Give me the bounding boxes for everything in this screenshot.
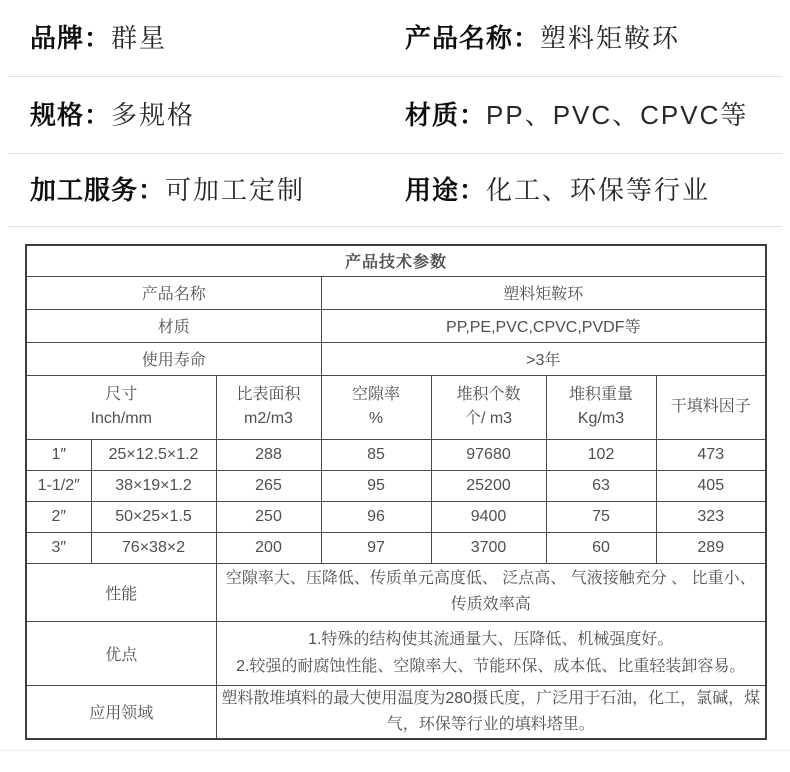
header-size-line2: Inch/mm [90, 410, 152, 427]
attr-brand-value: 群星 [111, 23, 168, 53]
header-size [26, 375, 216, 439]
info-row-lifespan [26, 342, 766, 375]
header-surface-line2: m2/m3 [244, 410, 293, 427]
attr-processing-label: 加工服务： [30, 175, 166, 205]
attr-processing-value: 可加工定制 [165, 175, 306, 205]
header-surface-line1: 比表面积 [236, 386, 301, 403]
info-value: PP,PE,PVC,CPVC,PVDF等 [321, 309, 766, 342]
attr-usage [405, 177, 782, 203]
attr-brand-label: 品牌： [30, 23, 112, 53]
header-dry-packing-factor [656, 375, 766, 439]
cell-weight: 60 [546, 532, 656, 563]
spec-row-1-5inch [26, 470, 766, 501]
cell-weight: 63 [546, 470, 656, 501]
cell-void: 95 [321, 470, 431, 501]
cell-factor: 289 [656, 532, 766, 563]
advantages-line1: 1.特殊的结构使其流通量大、压降低、机械强度好。 [308, 631, 674, 648]
cell-mm: 50×25×1.5 [91, 501, 216, 532]
cell-weight: 75 [546, 501, 656, 532]
cell-surface: 200 [216, 532, 321, 563]
attr-material [405, 102, 782, 128]
cell-mm: 25×12.5×1.2 [91, 439, 216, 470]
info-label: 产品名称 [26, 276, 321, 309]
bottom-divider [0, 750, 790, 751]
applications-text: 塑料散堆填料的最大使用温度为280摄氏度，广泛用于石油，化工，氯碱，煤气，环保等行业的填料塔里。 [216, 685, 766, 739]
cell-surface: 250 [216, 501, 321, 532]
advantages-text [216, 621, 766, 685]
tech-params-table [25, 244, 767, 740]
info-value: >3年 [321, 342, 766, 375]
attr-product-name [405, 25, 782, 51]
cell-surface: 265 [216, 470, 321, 501]
header-surface-area [216, 375, 321, 439]
table-title: 产品技术参数 [26, 245, 766, 276]
attr-spec-label: 规格： [30, 100, 112, 130]
cell-inch: 1″ [26, 439, 91, 470]
header-count-line2: 个/ m3 [464, 410, 513, 427]
attr-spec-value: 多规格 [111, 100, 196, 130]
attr-spec [8, 102, 405, 128]
attr-material-label: 材质： [405, 100, 487, 130]
product-attributes [0, 0, 790, 227]
attr-brand [8, 25, 405, 51]
advantages-label: 优点 [26, 621, 216, 685]
header-stack-weight [546, 375, 656, 439]
info-label: 材质 [26, 309, 321, 342]
header-void-ratio [321, 375, 431, 439]
info-label: 使用寿命 [26, 342, 321, 375]
attr-material-value: PP、PVC、CPVC等 [486, 100, 749, 130]
info-value: 塑料矩鞍环 [321, 276, 766, 309]
attr-row-3 [8, 154, 782, 227]
advantages-row [26, 621, 766, 685]
applications-row [26, 685, 766, 739]
cell-mm: 76×38×2 [91, 532, 216, 563]
spec-row-3inch [26, 532, 766, 563]
attr-usage-label: 用途： [405, 175, 487, 205]
cell-void: 85 [321, 439, 431, 470]
header-weight-line2: Kg/m3 [577, 410, 625, 427]
cell-factor: 473 [656, 439, 766, 470]
info-row-material [26, 309, 766, 342]
cell-inch: 2″ [26, 501, 91, 532]
cell-surface: 288 [216, 439, 321, 470]
header-void-line1: 空隙率 [351, 386, 400, 403]
cell-inch: 1-1/2″ [26, 470, 91, 501]
performance-label: 性能 [26, 563, 216, 621]
attr-product-name-label: 产品名称： [405, 23, 541, 53]
attr-processing [8, 177, 405, 203]
cell-void: 96 [321, 501, 431, 532]
cell-weight: 102 [546, 439, 656, 470]
cell-count: 9400 [431, 501, 546, 532]
cell-factor: 323 [656, 501, 766, 532]
header-size-line1: 尺寸 [105, 386, 138, 403]
applications-label: 应用领域 [26, 685, 216, 739]
info-row-product-name [26, 276, 766, 309]
cell-count: 97680 [431, 439, 546, 470]
spec-row-1inch [26, 439, 766, 470]
spec-row-2inch [26, 501, 766, 532]
cell-factor: 405 [656, 470, 766, 501]
cell-void: 97 [321, 532, 431, 563]
header-void-line2: % [368, 410, 384, 427]
performance-row [26, 563, 766, 621]
performance-text: 空隙率大、压降低、传质单元高度低、 泛点高、 气液接触充分 、 比重小、 传质效率高 [216, 563, 766, 621]
cell-mm: 38×19×1.2 [91, 470, 216, 501]
header-stack-count [431, 375, 546, 439]
attr-usage-value: 化工、环保等行业 [486, 175, 711, 205]
advantages-line2: 2.较强的耐腐蚀性能、空隙率大、节能环保、成本低、比重轻装卸容易。 [236, 658, 746, 675]
header-factor-line1: 干填料因子 [670, 398, 751, 415]
attr-row-1 [8, 0, 782, 77]
spec-header-row [26, 375, 766, 439]
cell-inch: 3″ [26, 532, 91, 563]
table-title-row [26, 245, 766, 276]
attr-row-2 [8, 77, 782, 154]
cell-count: 25200 [431, 470, 546, 501]
attr-product-name-value: 塑料矩鞍环 [540, 23, 681, 53]
header-count-line1: 堆积个数 [456, 386, 521, 403]
header-weight-line1: 堆积重量 [568, 386, 633, 403]
cell-count: 3700 [431, 532, 546, 563]
